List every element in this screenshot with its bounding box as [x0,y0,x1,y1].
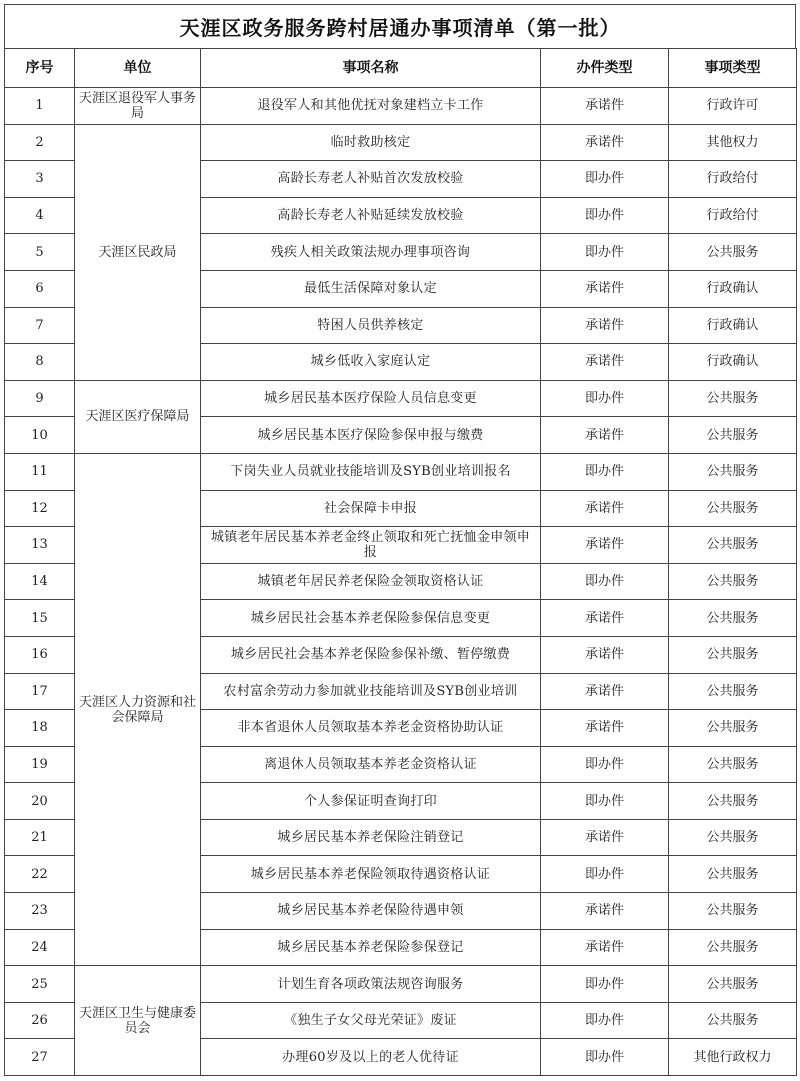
row-seq: 4 [5,197,75,234]
row-seq: 26 [5,1002,75,1039]
row-item-name: 农村富余劳动力参加就业技能培训及SYB创业培训 [201,673,541,710]
row-handle-type: 承诺件 [541,490,669,527]
row-seq: 6 [5,270,75,307]
row-item-name: 特困人员供养核定 [201,307,541,344]
row-seq: 25 [5,966,75,1003]
row-seq: 22 [5,856,75,893]
row-handle-type: 承诺件 [541,600,669,637]
row-item-type: 公共服务 [669,1002,797,1039]
row-seq: 19 [5,746,75,783]
row-seq: 3 [5,161,75,198]
row-unit: 天涯区医疗保障局 [75,380,201,453]
row-item-type: 行政确认 [669,270,797,307]
row-seq: 15 [5,600,75,637]
row-seq: 2 [5,124,75,161]
row-item-type: 公共服务 [669,673,797,710]
row-handle-type: 即办件 [541,197,669,234]
row-item-name: 城乡低收入家庭认定 [201,344,541,381]
row-handle-type: 即办件 [541,161,669,198]
page-title: 天涯区政务服务跨村居通办事项清单（第一批） [4,4,796,48]
row-item-name: 个人参保证明查询打印 [201,783,541,820]
row-item-name: 城乡居民基本医疗保险人员信息变更 [201,380,541,417]
row-item-type: 公共服务 [669,234,797,271]
row-item-name: 城乡居民基本医疗保险参保申报与缴费 [201,417,541,454]
row-handle-type: 承诺件 [541,344,669,381]
row-handle-type: 即办件 [541,453,669,490]
row-handle-type: 承诺件 [541,527,669,564]
header-name: 事项名称 [201,49,541,88]
row-item-name: 离退休人员领取基本养老金资格认证 [201,746,541,783]
row-item-type: 公共服务 [669,600,797,637]
row-item-name: 高龄长寿老人补贴首次发放校验 [201,161,541,198]
row-item-type: 公共服务 [669,417,797,454]
table-row [5,88,797,125]
header-handle-type: 办件类型 [541,49,669,88]
row-item-type: 行政给付 [669,197,797,234]
row-item-name: 城乡居民基本养老保险参保登记 [201,929,541,966]
row-handle-type: 即办件 [541,234,669,271]
row-handle-type: 承诺件 [541,819,669,856]
row-item-name: 残疾人相关政策法规办理事项咨询 [201,234,541,271]
row-seq: 7 [5,307,75,344]
row-seq: 1 [5,88,75,125]
row-seq: 17 [5,673,75,710]
header-seq: 序号 [5,49,75,88]
row-handle-type: 即办件 [541,783,669,820]
row-handle-type: 承诺件 [541,417,669,454]
row-seq: 14 [5,563,75,600]
row-seq: 24 [5,929,75,966]
row-item-type: 其他权力 [669,124,797,161]
row-seq: 12 [5,490,75,527]
row-item-type: 行政确认 [669,307,797,344]
row-item-name: 退役军人和其他优抚对象建档立卡工作 [201,88,541,125]
table-row [5,380,797,417]
row-unit: 天涯区卫生与健康委员会 [75,966,201,1076]
row-item-name: 下岗失业人员就业技能培训及SYB创业培训报名 [201,453,541,490]
row-handle-type: 即办件 [541,746,669,783]
row-handle-type: 即办件 [541,380,669,417]
row-handle-type: 即办件 [541,1002,669,1039]
row-item-type: 公共服务 [669,893,797,930]
row-item-type: 公共服务 [669,563,797,600]
row-item-type: 公共服务 [669,783,797,820]
row-seq: 13 [5,527,75,564]
row-item-type: 行政许可 [669,88,797,125]
row-handle-type: 承诺件 [541,88,669,125]
row-item-name: 计划生育各项政策法规咨询服务 [201,966,541,1003]
row-handle-type: 即办件 [541,563,669,600]
table-row [5,124,797,161]
items-table [4,48,797,1076]
row-seq: 21 [5,819,75,856]
row-item-type: 公共服务 [669,966,797,1003]
row-seq: 23 [5,893,75,930]
row-unit: 天涯区人力资源和社会保障局 [75,453,201,965]
row-item-name: 最低生活保障对象认定 [201,270,541,307]
row-item-type: 公共服务 [669,527,797,564]
row-handle-type: 即办件 [541,966,669,1003]
row-handle-type: 承诺件 [541,929,669,966]
row-item-type: 行政给付 [669,161,797,198]
row-handle-type: 承诺件 [541,710,669,747]
header-unit: 单位 [75,49,201,88]
row-seq: 9 [5,380,75,417]
row-item-name: 社会保障卡申报 [201,490,541,527]
row-item-name: 办理60岁及以上的老人优待证 [201,1039,541,1076]
row-item-name: 城乡居民社会基本养老保险参保补缴、暂停缴费 [201,636,541,673]
row-item-type: 行政确认 [669,344,797,381]
row-seq: 20 [5,783,75,820]
row-item-type: 其他行政权力 [669,1039,797,1076]
table-body [5,88,797,1076]
row-item-type: 公共服务 [669,710,797,747]
row-seq: 11 [5,453,75,490]
row-item-name: 高龄长寿老人补贴延续发放校验 [201,197,541,234]
row-item-type: 公共服务 [669,453,797,490]
table-header-row [5,49,797,88]
row-seq: 5 [5,234,75,271]
row-item-name: 城镇老年居民养老保险金领取资格认证 [201,563,541,600]
row-handle-type: 即办件 [541,856,669,893]
row-item-type: 公共服务 [669,929,797,966]
row-item-name: 《独生子女父母光荣证》废证 [201,1002,541,1039]
row-handle-type: 承诺件 [541,636,669,673]
row-item-name: 临时救助核定 [201,124,541,161]
row-handle-type: 承诺件 [541,307,669,344]
row-item-type: 公共服务 [669,490,797,527]
row-seq: 27 [5,1039,75,1076]
row-seq: 10 [5,417,75,454]
row-unit: 天涯区民政局 [75,124,201,380]
row-item-type: 公共服务 [669,856,797,893]
row-handle-type: 承诺件 [541,893,669,930]
row-item-name: 城乡居民社会基本养老保险参保信息变更 [201,600,541,637]
row-item-type: 公共服务 [669,636,797,673]
row-seq: 8 [5,344,75,381]
row-item-type: 公共服务 [669,380,797,417]
table-row [5,453,797,490]
row-item-name: 城乡居民基本养老保险待遇申领 [201,893,541,930]
row-handle-type: 即办件 [541,1039,669,1076]
row-item-type: 公共服务 [669,746,797,783]
table-row [5,966,797,1003]
row-item-name: 城乡居民基本养老保险注销登记 [201,819,541,856]
row-unit: 天涯区退役军人事务局 [75,88,201,125]
row-handle-type: 承诺件 [541,270,669,307]
row-item-type: 公共服务 [669,819,797,856]
header-item-type: 事项类型 [669,49,797,88]
row-item-name: 城乡居民基本养老保险领取待遇资格认证 [201,856,541,893]
row-seq: 16 [5,636,75,673]
row-seq: 18 [5,710,75,747]
row-handle-type: 承诺件 [541,124,669,161]
row-handle-type: 承诺件 [541,673,669,710]
row-item-name: 非本省退休人员领取基本养老金资格协助认证 [201,710,541,747]
row-item-name: 城镇老年居民基本养老金终止领取和死亡抚恤金申领申报 [201,527,541,564]
